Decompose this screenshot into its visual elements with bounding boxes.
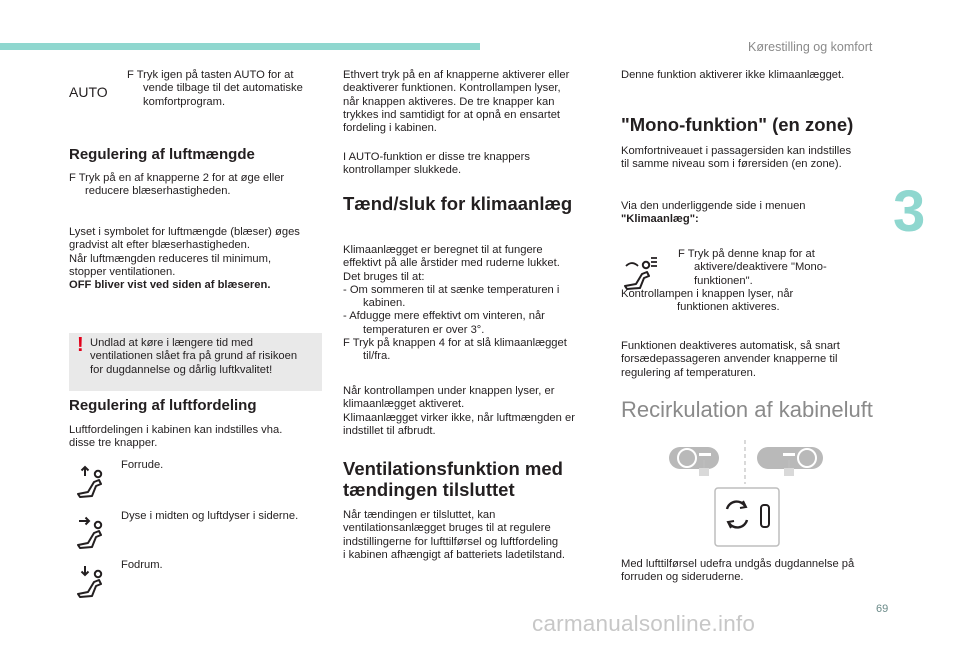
- distribution-label-footwell: Fodrum.: [121, 559, 163, 571]
- distribution-label-center-vents: Dyse i midten og luftdyser i siderne.: [121, 510, 299, 522]
- distribution-intro: Luftfordelingen i kabinen kan indstilles vha. disse tre knapper.: [69, 424, 283, 450]
- warning-icon: !: [77, 334, 84, 356]
- ac-lamp-note: Når kontrollampen under knappen lyser, er klimaanlægget aktiveret. Klimaanlægget virker ikke, når luftmængden er indstillet til afbrudt.: [343, 385, 575, 437]
- auto-lamps-note: I AUTO-funktion er disse tre knappers kontrollamper slukkede.: [343, 151, 530, 177]
- heading-recirculation: Recirkulation af kabineluft: [621, 397, 873, 422]
- ac-on-off-text: Klimaanlægget er beregnet til at fungere effektivt på alle årstider med ruderne lukket. Det bruges til at: - Om sommeren til at sænke temperaturen i kabinen. - Afdugge mere effektivt om vinteren, når temperaturen er over 3°. F Tryk på knappen 4 for at slå klimaanlægget til/fra.: [343, 244, 567, 363]
- menu-path: Via den underliggende side i menuen "Klimaanlæg":: [621, 200, 806, 226]
- auto-button-label: AUTO: [69, 84, 108, 100]
- mono-description: Komfortniveauet i passagersiden kan indstilles til samme niveau som i førersiden (en zone).: [621, 145, 852, 171]
- mono-auto-deactivate-note: Funktionen deaktiveres automatisk, så snart forsædepassageren anvender knapperne til regulering af temperaturen.: [621, 340, 840, 379]
- header-accent-bar: [0, 43, 480, 50]
- airflow-bullet: F Tryk på en af knapperne 2 for at øge eller reducere blæserhastigheden.: [69, 172, 285, 198]
- page-number: 69: [876, 603, 889, 615]
- warning-text: Undlad at køre i længere tid med ventilationen slået fra på grund af risikoen for dugdannelse og dårlig luftkvalitet!: [90, 337, 298, 376]
- chapter-number: 3: [893, 179, 926, 244]
- mono-seat-icon: [621, 252, 661, 290]
- recirculation-diagram: [665, 436, 835, 548]
- heading-airflow: Regulering af luftmængde: [69, 146, 255, 163]
- ventilation-text: Når tændingen er tilsluttet, kan ventilationsanlægget bruges til at regulere indstillingerne for lufttilførsel og luftfordeling i kabinen afhængigt af batteriets ladetilstand.: [343, 509, 566, 561]
- footwell-airflow-icon: [74, 562, 108, 598]
- watermark: carmanualsonline.info: [532, 611, 756, 636]
- distribution-label-windscreen: Forrude.: [121, 459, 164, 471]
- auto-instructions: F Tryk igen på tasten AUTO for at vende tilbage til det automatiske komfortprogram.: [127, 69, 303, 108]
- distribution-buttons-text: Ethvert tryk på en af knapperne aktiverer eller deaktiverer funktionen. Kontrollampen lyser, når knappen aktiveres. De tre knapper kan trykkes ind samtidigt for at opnå en ensartet fordeling i kabinen.: [343, 69, 570, 135]
- heading-distribution: Regulering af luftfordeling: [69, 397, 257, 414]
- center-vents-airflow-icon: [74, 513, 108, 549]
- heading-ventilation: Ventilationsfunktion med tændingen tilsluttet: [343, 458, 563, 500]
- mono-button-instructions: F Tryk på denne knap for at aktivere/deaktivere "Mono- funktionen".: [678, 248, 827, 287]
- windscreen-airflow-icon: [74, 462, 108, 498]
- mono-lamp-note: Kontrollampen i knappen lyser, når funktionen aktiveres.: [621, 288, 794, 314]
- airflow-description: Lyset i symbolet for luftmængde (blæser) øges gradvist alt efter blæserhastigheden. Når luftmængden reduceres til minimum, stopper ventilationen. OFF bliver vist ved siden af blæseren.: [69, 226, 300, 292]
- mono-disable-note: Denne funktion aktiverer ikke klimaanlægget.: [621, 69, 845, 81]
- heading-ac-on-off: Tænd/sluk for klimaanlæg: [343, 193, 573, 214]
- recirculation-text: Med lufttilførsel udefra undgås dugdannelse på forruden og sideruderne.: [621, 558, 855, 584]
- section-title: Kørestilling og komfort: [748, 40, 873, 54]
- heading-mono-function: "Mono-funktion" (en zone): [621, 114, 854, 135]
